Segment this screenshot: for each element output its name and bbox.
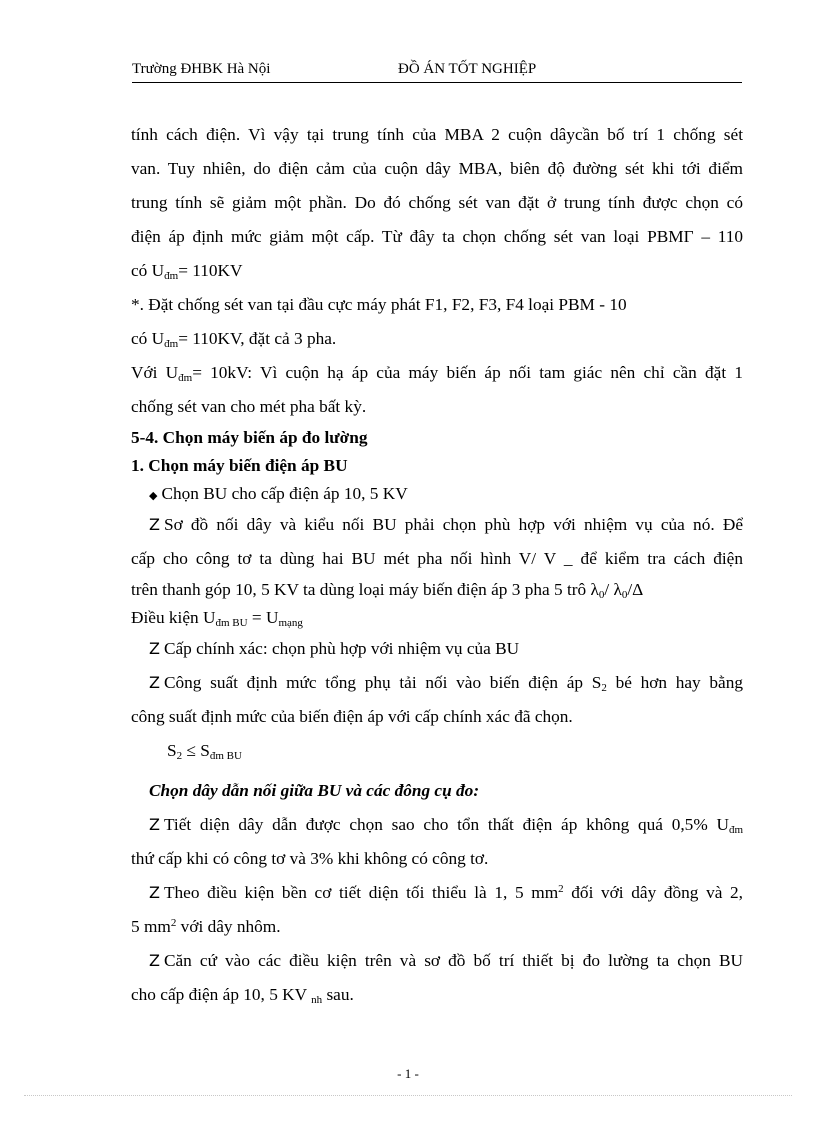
z-bullet-icon: Z	[149, 515, 160, 534]
text-line: Với $U_{đm}= 10kV$: Vì cuộn hạ áp của máy biến áp nối tam giác nên chỉ cần đặt 1	[131, 363, 743, 384]
page-header	[132, 61, 742, 81]
text-line: cấp cho công tơ ta dùng hai BU mét pha nối hình V/ V _ để kiểm tra cách điện	[131, 549, 743, 568]
z-bullet-icon: Z	[149, 815, 160, 834]
text-line: van. Tuy nhiên, do điện cảm của cuộn dây MBA, biên độ đường sét khi tới điểm	[131, 159, 743, 178]
text-line: Z Công suất định mức tổng phụ tải nối vào biến điện áp $S_2$ bé hơn hay bằng	[149, 673, 743, 694]
page-number: - 1 -	[397, 1066, 419, 1081]
text-line: Z Sơ đồ nối dây và kiểu nối BU phải chọn phù hợp với nhiệm vụ của nó. Để	[149, 515, 743, 534]
text-line: cho cấp điện áp 10, 5 KV $_{nh}$ sau.	[131, 985, 354, 1006]
text-line: Z Căn cứ vào các điều kiện trên và sơ đồ bố trí thiết bị đo lường ta chọn BU	[149, 951, 743, 970]
z-bullet-icon: Z	[149, 673, 160, 692]
text-line: Z Cấp chính xác: chọn phù hợp với nhiệm vụ của BU	[149, 639, 520, 658]
text-line: chống sét van cho mét pha bất kỳ.	[131, 397, 367, 416]
text-line: có $U_{đm}= 110KV$	[131, 261, 243, 282]
text-line: *. Đặt chống sét van tại đầu cực máy phát F1, F2, F3, F4 loại PBM - 10	[131, 295, 627, 314]
document-body	[131, 118, 743, 1012]
text-line: tính cách điện. Vì vậy tại trung tính của MBA 2 cuộn dâycần bố trí 1 chống sét	[131, 125, 743, 144]
subsection-heading: 1. Chọn máy biến điện áp BU	[131, 456, 348, 475]
bullet-item: ◆ Chọn BU cho cấp điện áp 10, 5 KV	[149, 484, 408, 503]
text-line: điện áp định mức giảm một cấp. Từ đây ta chọn chống sét van loại PBMГ – 110	[131, 227, 743, 246]
text-line: trên thanh góp 10, 5 KV ta dùng loại máy biến điện áp 3 pha 5 trô $\lambda_0/$ $\lambda_0/\Delta$	[131, 580, 644, 601]
text-line: Z Theo điều kiện bền cơ tiết diện tối thiểu là 1, 5 $mm^2$ đối với dây đồng và 2,	[149, 883, 743, 902]
text-line: Z Tiết diện dây dẫn được chọn sao cho tổn thất điện áp không quá 0,5% $U_{đm}$	[149, 815, 743, 836]
condition-line: Điều kiện $U_{đm BU} = U_{mạng}$	[131, 608, 303, 629]
text-line: có $U_{đm}= 110KV$, đặt cả 3 pha.	[131, 329, 337, 350]
z-bullet-icon: Z	[149, 951, 160, 970]
z-bullet-icon: Z	[149, 639, 160, 658]
formula-line: $S_2 \le S_{đm BU}$	[167, 741, 242, 762]
z-bullet-icon: Z	[149, 883, 160, 902]
page-bottom-divider	[24, 1095, 792, 1096]
text-line: công suất định mức của biến điện áp với cấp chính xác đã chọn.	[131, 707, 573, 726]
text-line: 5 $mm^2$ với dây nhôm.	[131, 917, 281, 936]
text-line: thứ cấp khi có công tơ và 3% khi không có công tơ.	[131, 849, 489, 868]
header-school: Trường ĐHBK Hà Nội	[132, 61, 271, 77]
italic-heading: Chọn dây dẫn nối giữa BU và các đông cụ đo:	[149, 781, 480, 800]
diamond-bullet-icon: ◆	[149, 489, 158, 502]
header-title: ĐỒ ÁN TỐT NGHIỆP	[398, 61, 537, 77]
text-line: trung tính sẽ giảm một phần. Do đó chống sét van đặt ở trung tính được chọn có	[131, 193, 743, 212]
section-heading: 5-4. Chọn máy biến áp đo lường	[131, 428, 368, 447]
header-divider	[132, 82, 742, 83]
